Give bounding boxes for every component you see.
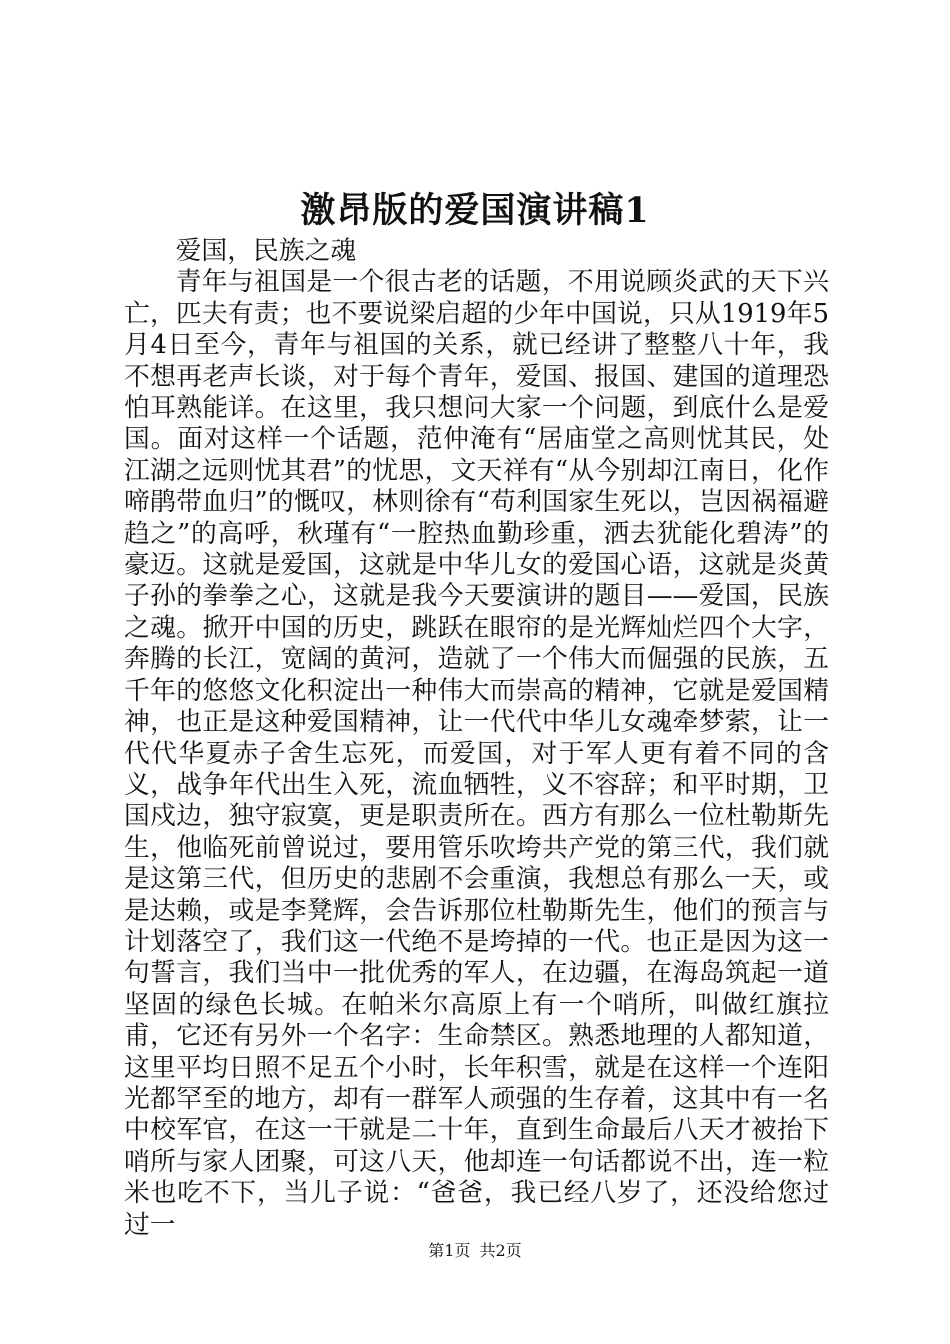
document-subtitle: 爱国，民族之魂 (175, 236, 357, 266)
body-paragraph: 青年与祖国是一个很古老的话题，不用说顾炎武的天下兴亡，匹夫有责；也不要说梁启超的少年中国说，只从1919年5月4日至今，青年与祖国的关系，就已经讲了整整八十年，我不想再老声长谈，对于每个青年，爱国、报国、建国的道理恐怕耳熟能详。在这里，我只想问大家一个问题，到底什么是爱国。面对这样一个话题，范仲淹有“居庙堂之高则忧其民，处江湖之远则忧其君”的忧思，文天祥有“从今别却江南日，化作啼鹃带血归”的慨叹，林则徐有“苟利国家生死以，岂因祸福避趋之”的高呼，秋瑾有“一腔热血勤珍重，洒去犹能化碧涛”的豪迈。这就是爱国，这就是中华儿女的爱国心语，这就是炎黄子孙的拳拳之心，这就是我今天要演讲的题目——爱国，民族之魂。掀开中国的历史，跳跃在眼帘的是光辉灿烂四个大字，奔腾的长江，宽阔的黄河，造就了一个伟大而倔强的民族，五千年的悠悠文化积淀出一种伟大而崇高的精神，它就是爱国精神，也正是这种爱国精神，让一代代中华儿女魂牵梦萦，让一代代华夏赤子舍生忘死，而爱国，对于军人更有着不同的含义，战争年代出生入死，流血牺牲，义不容辞；和平时期，卫国戍边，独守寂寞，更是职责所在。西方有那么一位杜勒斯先生，他临死前曾说过，要用管乐吹垮共产党的第三代，我们就是这第三代，但历史的悲剧不会重演，我想总有那么一天，或是达赖，或是李凳辉，会告诉那位杜勒斯先生，他们的预言与计划落空了，我们这一代绝不是垮掉的一代。也正是因为这一句誓言，我们当中一批优秀的军人，在边疆，在海岛筑起一道坚固的绿色长城。在帕米尔高原上有一个哨所，叫做红旗拉甫，它还有另外一个名字：生命禁区。熟悉地理的人都知道，这里平均日照不足五个小时，长年积雪，就是在这样一个连阳光都罕至的地方，却有一群军人顽强的生存着，这其中有一名中校军官，在这一干就是二十年，直到生命最后八天才被抬下哨所与家人团聚，可这八天，他却连一句话都说不出，连一粒米也吃不下，当儿子说：“爸爸，我已经八岁了，还没给您过过一 (124, 267, 829, 1240)
page-footer (0, 1240, 950, 1262)
page-number-current: 第1页 (428, 1241, 471, 1260)
page-number-total: 共2页 (479, 1241, 522, 1260)
document-body (124, 236, 829, 1241)
document-title: 激昂版的爱国演讲稿1 (300, 190, 650, 231)
